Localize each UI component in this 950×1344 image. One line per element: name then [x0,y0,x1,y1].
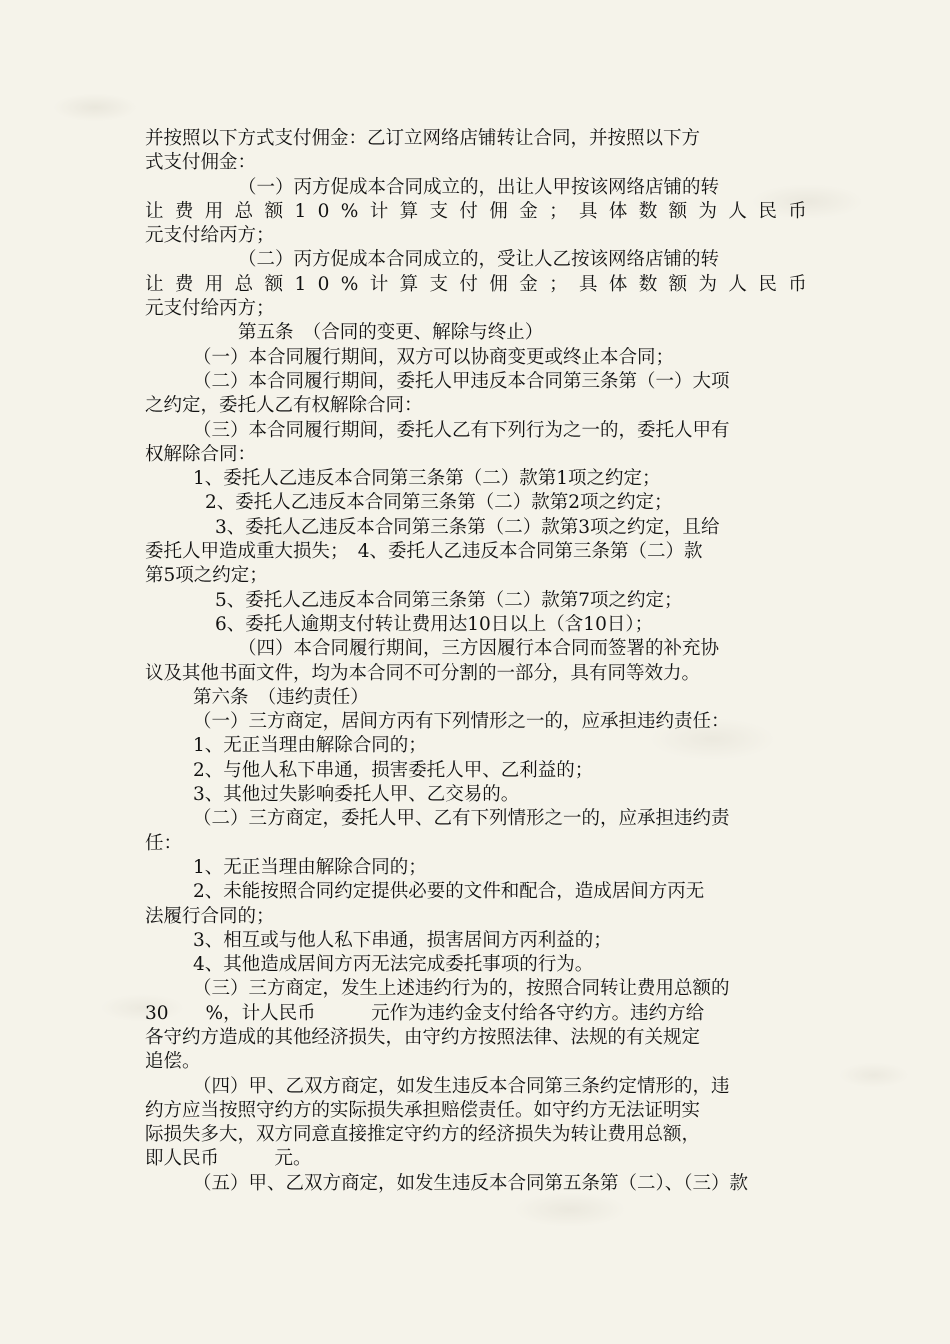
contract-text-line: （四）甲、乙双方商定，如发生违反本合同第三条约定情形的，违 [193,1075,730,1097]
contract-text-line: （二）本合同履行期间，委托人甲违反本合同第三条第（一）大项 [193,370,730,392]
contract-page [145,127,807,1196]
contract-text-line: 1、无正当理由解除合同的； [193,735,427,757]
contract-text-line: （四）本合同履行期间，三方因履行本合同而签署的补充协 [238,638,720,660]
contract-text-line: 议及其他书面文件，均为本合同不可分割的一部分，具有同等效力。 [145,662,701,684]
contract-text-line: 追偿。 [145,1051,201,1073]
contract-text-line: （一）三方商定，居间方丙有下列情形之一的，应承担违约责任： [193,711,730,733]
contract-text-line: 1、无正当理由解除合同的； [193,856,427,878]
contract-text-line: （一）本合同履行期间，双方可以协商变更或终止本合同； [193,346,675,368]
contract-text-line: 30 %，计人民币 元作为违约金支付给各守约方。违约方给 [145,1002,705,1024]
contract-text-line: 3、委托人乙违反本合同第三条第（二）款第3项之约定，且给 [215,516,720,538]
contract-text-line: 3、相互或与他人私下串通，损害居间方丙利益的； [193,929,612,951]
contract-text-line: 各守约方造成的其他经济损失，由守约方按照法律、法规的有关规定 [145,1026,701,1048]
contract-text-line: （三）三方商定，发生上述违约行为的，按照合同转让费用总额的 [193,978,730,1000]
contract-text-line: （三）本合同履行期间，委托人乙有下列行为之一的，委托人甲有 [193,419,730,441]
contract-text-line: 2、与他人私下串通，损害委托人甲、乙利益的； [193,759,594,781]
contract-text-line: 第五条 （合同的变更、解除与终止） [238,322,544,344]
contract-text-line: 元支付给丙方； [145,298,275,320]
contract-text-line: 让 费 用 总 额 1 0 % 计 算 支 付 佣 金 ； 具 体 数 额 为 人 民 币 [145,273,807,295]
contract-text-line: 6、委托人逾期支付转让费用达10日以上（含10日）； [215,613,654,635]
contract-text-line: 让 费 用 总 额 1 0 % 计 算 支 付 佣 金 ； 具 体 数 额 为 人 民 币 [145,200,807,222]
contract-text-line: 元支付给丙方； [145,225,275,247]
contract-text-line: （二）三方商定，委托人甲、乙有下列情形之一的，应承担违约责 [193,808,730,830]
contract-text-line: 即人民币 元。 [145,1148,312,1170]
contract-text-line: 2、未能按照合同约定提供必要的文件和配合，造成居间方丙无 [193,881,705,903]
contract-text-line: 权解除合同： [145,443,257,465]
contract-text-line: （五）甲、乙双方商定，如发生违反本合同第五条第（二）、（三）款 [193,1172,749,1194]
contract-text-line: 1、委托人乙违反本合同第三条第（二）款第1项之约定； [193,468,661,490]
contract-text-line: 5、委托人乙违反本合同第三条第（二）款第7项之约定； [215,589,683,611]
contract-text-line: 约方应当按照守约方的实际损失承担赔偿责任。如守约方无法证明实 [145,1099,701,1121]
contract-text-line: （一）丙方促成本合同成立的，出让人甲按该网络店铺的转 [238,176,720,198]
contract-text-line: 委托人甲造成重大损失； 4、委托人乙违反本合同第三条第（二）款 [145,541,703,563]
contract-text-line: （二）丙方促成本合同成立的，受让人乙按该网络店铺的转 [238,249,720,271]
contract-text-line: 3、其他过失影响委托人甲、乙交易的。 [193,784,520,806]
contract-text-line: 任： [145,832,183,854]
contract-text-line: 第六条 （违约责任） [193,686,369,708]
contract-text-line: 之约定，委托人乙有权解除合同： [145,395,423,417]
contract-text-line: 法履行合同的； [145,905,275,927]
contract-text-line: 2、委托人乙违反本合同第三条第（二）款第2项之约定； [205,492,673,514]
contract-text-line: 际损失多大，双方同意直接推定守约方的经济损失为转让费用总额， [145,1124,701,1146]
contract-text-line: 并按照以下方式支付佣金：乙订立网络店铺转让合同，并按照以下方 [145,128,701,149]
contract-text-line: 第5项之约定； [145,565,268,587]
contract-text-line: 4、其他造成居间方丙无法完成委托事项的行为。 [193,954,594,976]
contract-text-line: 式支付佣金： [145,152,257,174]
